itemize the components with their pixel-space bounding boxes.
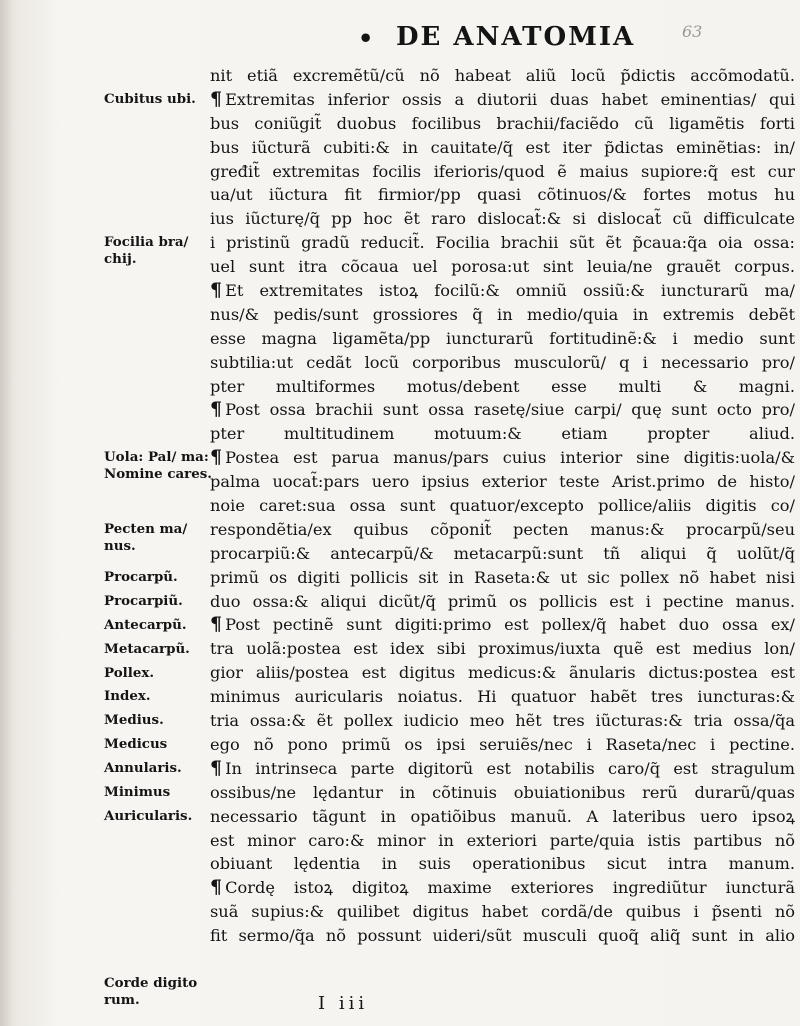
text-line <box>210 661 795 685</box>
paragraph-mark-icon: ¶ <box>210 876 223 899</box>
text-line <box>210 375 795 399</box>
margin-note: Medicus <box>104 736 168 753</box>
text-line <box>210 422 795 446</box>
line-text: bus coniũgit̃ duobus focilibus brachii/faciẽdo cũ ligamẽtis forti <box>210 113 795 133</box>
line-text: Et extremitates istoꝝ focilũ:& omniũ ossiũ:& iuncturarũ ma/ <box>225 281 795 301</box>
line-text: tra uolã:postea est idex sibi proximus/iuxta quẽ est medius lon/ <box>210 639 795 659</box>
text-line <box>210 255 795 279</box>
line-text: uel sunt itra cõcaua uel porosa:ut sint leuia/ne grauẽt corpus. <box>210 257 795 277</box>
line-text: primũ os digiti pollicis sit in Raseta:& ut sic pollex nõ habet nisi <box>210 567 795 587</box>
text-line <box>210 733 795 757</box>
paragraph-mark-icon: ¶ <box>210 398 223 421</box>
margin-note: Medius. <box>104 712 164 729</box>
line-text: Postea est parua manus/pars cuius interior sine digitis:uola/& <box>225 448 795 468</box>
line-text: Extremitas inferior ossis a diutorii duas habet eminentias/ qui <box>225 89 795 109</box>
margin-note: Procarpiũ. <box>104 592 183 609</box>
line-text: ius iũcturę/q̃ pp hoc ẽt raro dislocat̃:& si dislocat̃ cũ difficulcate <box>210 209 795 229</box>
text-line <box>210 566 795 590</box>
text-line <box>210 590 795 614</box>
margin-note: Pecten ma/ nus. <box>104 521 188 555</box>
line-text: ua/ut iũctura fit firmior/pp quasi cõtinuos/& fortes motus hu <box>210 185 795 205</box>
line-text: necessario tãgunt in opatiõibus manuũ. A lateribus uero ipsoꝝ <box>210 806 795 826</box>
text-line <box>210 924 795 948</box>
paragraph-mark-icon: ¶ <box>210 756 223 779</box>
line-text: est minor caro:& minor in exteriori parte/quia istis partibus nõ <box>210 830 795 850</box>
text-line <box>210 327 795 351</box>
line-text: gior aliis/postea est digitus medicus:& ãnularis dictus:postea est <box>210 663 795 683</box>
line-text: minimus auricularis noiatus. Hi quatuor habẽt tres iuncturas:& <box>210 687 795 707</box>
text-line <box>210 829 795 853</box>
paragraph-start-line <box>210 398 795 422</box>
paragraph-start-line <box>210 876 795 900</box>
text-line <box>210 207 795 231</box>
line-text: ossibus/ne lędantur in cõtinuis obuiationibus rerũ durarũ/quas <box>210 782 795 802</box>
paragraph-start-line <box>210 446 795 470</box>
margin-note: Index. <box>104 688 151 705</box>
page-title: DE ANATOMIA <box>396 22 636 52</box>
paragraph-mark-icon: ¶ <box>210 279 223 302</box>
signature-mark: I iii <box>318 993 369 1014</box>
paragraph-start-line <box>210 613 795 637</box>
line-text: respondẽtia/ex quibus cõponit̃ pecten manus:& procarpũ/seu <box>210 519 795 539</box>
folio-number: 63 <box>682 22 703 41</box>
margin-note: Minimus <box>104 784 171 800</box>
text-line <box>210 112 795 136</box>
line-text: pter multitudinem motuum:& etiam propter aliud. <box>210 424 795 444</box>
margin-note: Cubitus ubi. <box>104 90 196 107</box>
line-text: suã supius:& quilibet digitus habet cordã/de quibus i p̃senti nõ <box>210 902 795 922</box>
margin-note: Pollex. <box>104 664 154 681</box>
margin-note: Antecarpũ. <box>104 616 187 633</box>
text-line <box>210 685 795 709</box>
text-line <box>210 781 795 805</box>
line-text: nit etiã excremẽtũ/cũ nõ habeat aliũ locũ p̃dictis accõmodatũ. <box>210 66 795 85</box>
line-text: nus/& pedis/sunt grossiores q̃ in medio/quia in extremis debẽt <box>210 304 795 324</box>
line-text: gređit̃ extremitas focilis iferioris/quod ẽ maius supiore:q̃ est cur <box>210 161 795 181</box>
text-line <box>210 303 795 327</box>
margin-note: Corde digito rum. <box>104 975 198 1009</box>
text-line <box>210 637 795 661</box>
text-line <box>210 518 795 542</box>
line-text: noie caret:sua ossa sunt quatuor/excepto pollice/aliis digitis co/ <box>210 496 795 516</box>
margin-note: Metacarpũ. <box>104 640 190 657</box>
paragraph-mark-icon: ¶ <box>210 446 223 469</box>
text-line <box>210 231 795 255</box>
text-line <box>210 136 795 160</box>
line-text: fit sermo/q̃a nõ possunt uideri/sũt musculi quoq̃ aliq̃ sunt in alio <box>210 926 795 946</box>
main-text-block <box>210 64 795 948</box>
paragraph-mark-icon: ¶ <box>210 613 223 636</box>
line-text: Post ossa brachii sunt ossa rasetę/siue carpi/ quę sunt octo pro/ <box>225 400 795 420</box>
line-text: tria ossa:& ẽt pollex iudicio meo hẽt tres iũcturas:& tria ossa/q̃a <box>210 711 795 731</box>
text-line <box>210 805 795 829</box>
paragraph-start-line <box>210 88 795 112</box>
line-text: subtilia:ut cedãt locũ corporibus musculorũ/ q i necessario pro/ <box>210 352 795 372</box>
header-dot: • <box>358 24 374 53</box>
text-line <box>210 709 795 733</box>
margin-note: Auricularis. <box>104 807 193 824</box>
text-line <box>210 852 795 876</box>
text-line <box>210 900 795 924</box>
text-line <box>210 64 795 88</box>
line-text: Post pectinẽ sunt digiti:primo est pollex/q̃ habet duo ossa ex/ <box>225 615 795 635</box>
line-text: pter multiformes motus/debent esse multi & magni. <box>210 376 795 396</box>
text-line <box>210 542 795 566</box>
line-text: i pristinũ gradũ reducit̃. Focilia brachii sũt ẽt p̃caua:q̃a oia ossa: <box>210 233 795 253</box>
line-text: In intrinseca parte digitorũ est notabilis caro/q̃ est stragulum <box>225 758 795 778</box>
line-text: Cordę istoꝝ digitoꝝ maxime exteriores ingrediũtur iuncturã <box>225 878 795 898</box>
paragraph-start-line <box>210 279 795 303</box>
text-line <box>210 160 795 184</box>
line-text: esse magna ligamẽta/pp iuncturarũ fortitudinẽ:& i medio sunt <box>210 328 795 348</box>
text-line <box>210 351 795 375</box>
text-line <box>210 494 795 518</box>
text-line <box>210 470 795 494</box>
line-text: procarpiũ:& antecarpũ/& metacarpũ:sunt tñ aliqui q̃ uolũt/q̃ <box>210 543 795 563</box>
margin-note: Procarpũ. <box>104 568 178 585</box>
paragraph-mark-icon: ¶ <box>210 87 223 110</box>
text-line <box>210 183 795 207</box>
margin-note: Annularis. <box>104 760 182 777</box>
line-text: palma uocat̃:pars uero ipsius exterior teste Arist.primo de histo/ <box>210 472 795 492</box>
line-text: bus iũcturã cubiti:& in cauitate/q̃ est iter p̃dictas eminẽtias: in/ <box>210 137 795 157</box>
line-text: ego nõ pono primũ os ipsi seruiẽs/nec i Raseta/nec i pectine. <box>210 734 795 754</box>
margin-note: Focilia bra/ chij. <box>104 234 189 268</box>
margin-note: Uola: Pal/ ma: Nomine cares. <box>104 449 212 483</box>
paragraph-start-line <box>210 757 795 781</box>
line-text: obiuant lędentia in suis operationibus sicut intra manum. <box>210 854 795 874</box>
line-text: duo ossa:& aliqui dicũt/q̃ primũ os pollicis est i pectine manus. <box>210 591 795 611</box>
